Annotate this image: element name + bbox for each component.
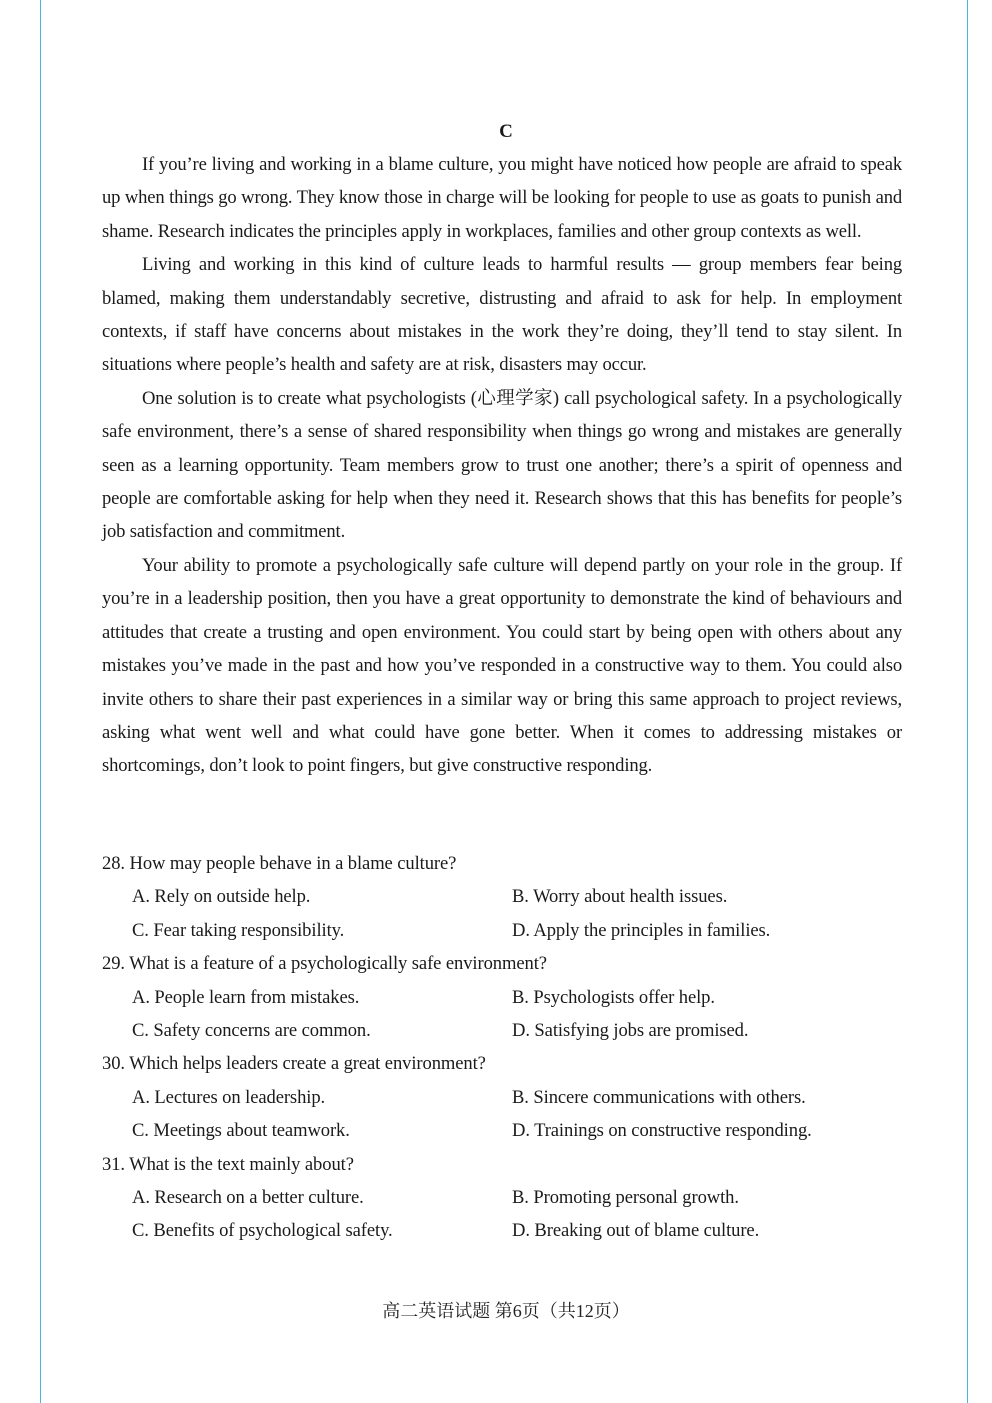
question-stem: 28. How may people behave in a blame culture? — [102, 853, 457, 874]
question-stem: 31. What is the text mainly about? — [102, 1153, 354, 1175]
option-row — [102, 1214, 902, 1247]
option-b: B. Promoting personal growth. — [512, 1187, 739, 1209]
passage-paragraph-4: Your ability to promote a psychologically safe culture will depend partly on your role in the group. If you’re in a leadership position, then you have a great opportunity to demonstrate the kind of behaviours and attitudes that create a trusting and open environment. You could start by being open with others about any mistakes you’ve made in the past and how you’ve responded in a constructive way to them. You could also invite others to share their past experiences in a similar way or bring this same approach to project reviews, asking what went well and what could have gone better. When it comes to addressing mistakes or shortcomings, don’t look to point fingers, but give constructive responding. — [102, 554, 902, 777]
option-c: C. Benefits of psychological safety. — [132, 1220, 393, 1242]
question-list — [102, 847, 902, 1248]
option-d: D. Trainings on constructive responding. — [512, 1120, 812, 1142]
option-row — [102, 1081, 902, 1114]
option-b: B. Sincere communications with others. — [512, 1086, 806, 1108]
question-stem: 30. Which helps leaders create a great environment? — [102, 1053, 486, 1075]
option-a: A. Research on a better culture. — [132, 1187, 364, 1209]
option-b: B. Worry about health issues. — [512, 886, 728, 908]
option-d: D. Breaking out of blame culture. — [512, 1220, 760, 1242]
passage-paragraph-1: If you’re living and working in a blame culture, you might have noticed how people are afraid to speak up when things go wrong. They know those in charge will be looking for people to use as goats to punish and shame. Research indicates the principles apply in workplaces, families and other group contexts as well. — [102, 154, 902, 242]
option-row — [102, 1114, 902, 1147]
option-row — [102, 981, 902, 1014]
right-margin-rule — [967, 0, 968, 1403]
option-row — [102, 1181, 902, 1214]
option-a: A. People learn from mistakes. — [132, 986, 360, 1008]
option-c: C. Safety concerns are common. — [132, 1020, 371, 1042]
reading-passage — [102, 148, 902, 783]
question-30 — [102, 1047, 902, 1147]
left-margin-rule — [40, 0, 41, 1403]
option-row — [102, 914, 902, 947]
option-a: A. Rely on outside help. — [132, 886, 311, 908]
option-a: A. Lectures on leadership. — [132, 1086, 326, 1108]
option-d: D. Apply the principles in families. — [512, 919, 771, 941]
question-29 — [102, 947, 902, 1047]
section-heading: C — [499, 121, 513, 142]
passage-paragraph-2: Living and working in this kind of culture leads to harmful results — group members fear being blamed, making them understandably secretive, distrusting and afraid to ask for help. In employment contexts, if staff have concerns about mistakes in the work they’re doing, they’ll tend to stay silent. In situations where people’s health and safety are at risk, disasters may occur. — [102, 254, 902, 376]
passage-paragraph-3: One solution is to create what psychologists (心理学家) call psychological safety. In a psychologically safe environment, there’s a sense of shared responsibility when things go wrong and mistakes are generally seen as a learning opportunity. Team members grow to trust one another; there’s a spirit of openness and people are comfortable asking for help when they need it. Research shows that this has benefits for people’s job satisfaction and commitment. — [102, 387, 902, 543]
option-d: D. Satisfying jobs are promised. — [512, 1020, 749, 1042]
question-28 — [102, 847, 902, 947]
option-row — [102, 1014, 902, 1047]
option-c: C. Meetings about teamwork. — [132, 1120, 350, 1142]
page-footer: 高二英语试题 第6页（共12页） — [382, 1301, 630, 1321]
option-c: C. Fear taking responsibility. — [132, 919, 345, 941]
option-row — [102, 880, 902, 913]
option-b: B. Psychologists offer help. — [512, 986, 715, 1008]
question-stem: 29. What is a feature of a psychologically safe environment? — [102, 953, 547, 975]
question-31 — [102, 1148, 902, 1248]
